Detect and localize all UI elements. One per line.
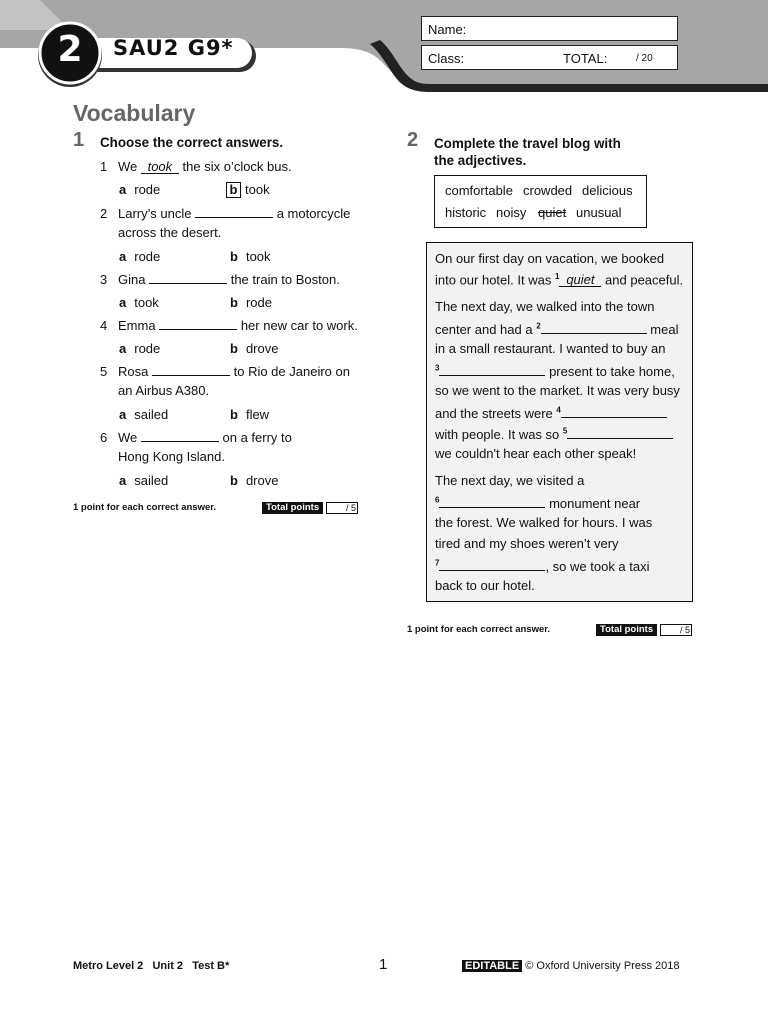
option-b[interactable]: b rode [230, 295, 272, 310]
question-text: a motorcycle [276, 206, 351, 221]
blog-blank-6[interactable] [439, 494, 545, 508]
question-text: Hong Kong Island. [118, 449, 225, 464]
option-b[interactable]: b took [230, 249, 271, 264]
question-text: Emma [118, 318, 156, 333]
blog-line: tired and my shoes weren’t very [435, 536, 619, 551]
answer-blank[interactable]: took [141, 160, 179, 174]
answer-blank[interactable] [159, 316, 237, 330]
word-item: crowded [523, 183, 573, 198]
blog-line: $^7$ , so we took a taxi [435, 558, 650, 574]
answer-blank[interactable] [141, 428, 219, 442]
total-label: TOTAL: [563, 51, 608, 66]
question-text: to Rio de Janeiro on [233, 364, 350, 379]
blog-blank-5[interactable] [567, 425, 673, 439]
question-text: the six o’clock bus. [182, 159, 292, 174]
question-text: Rosa [118, 364, 149, 379]
question-number: 5 [100, 364, 108, 379]
name-field[interactable] [421, 16, 678, 41]
option-a[interactable]: a took [119, 295, 159, 310]
blog-line: center and had a $^2$ meal [435, 321, 679, 337]
question-text: We [118, 430, 138, 445]
word-item: delicious [582, 183, 633, 198]
blog-blank-3[interactable] [439, 362, 545, 376]
question-text: the train to Boston. [230, 272, 340, 287]
blog-line: back to our hotel. [435, 578, 535, 593]
blog-blank-1[interactable]: quiet [559, 273, 601, 287]
scoring-note: 1 point for each correct answer. [73, 502, 217, 513]
scoring-note: 1 point for each correct answer. [407, 624, 551, 635]
section-title: Vocabulary [73, 100, 196, 126]
answer-blank[interactable] [149, 270, 227, 284]
exercise-1-instruction: Choose the correct answers. [100, 135, 284, 150]
class-field[interactable] [421, 45, 678, 70]
blog-line: the forest. We walked for hours. I was [435, 515, 653, 530]
option-a[interactable]: a rode [119, 249, 161, 264]
unit-number: 2 [57, 29, 83, 70]
blog-line: $^3$ present to take home, [435, 363, 675, 379]
option-a[interactable]: a sailed [119, 407, 169, 422]
travel-blog-box [426, 242, 693, 602]
total-points-label: Total points [262, 502, 323, 514]
blog-blank-4[interactable] [561, 404, 667, 418]
blog-blank-7[interactable] [439, 557, 545, 571]
footer-copyright [462, 960, 679, 972]
blog-line: The next day, we walked into the town [435, 299, 655, 314]
option-a[interactable]: a rode [119, 341, 161, 356]
word-item: historic [445, 205, 487, 220]
blog-line: so we went to the market. It was very busy [435, 383, 680, 398]
copyright-text: © Oxford University Press 2018 [525, 960, 680, 972]
question-number: 2 [100, 206, 108, 221]
selected-answer-box: b [226, 182, 241, 198]
question-number: 3 [100, 272, 108, 287]
question-number: 1 [100, 159, 108, 174]
exercise-2-number: 2 [407, 129, 419, 151]
class-label: Class: [428, 51, 465, 66]
option-a[interactable]: a sailed [119, 473, 169, 488]
question-text: across the desert. [118, 225, 222, 240]
total-points-box[interactable]: / 5 [326, 502, 358, 514]
page-number: 1 [379, 956, 388, 973]
option-b[interactable]: b drove [230, 473, 279, 488]
option-a[interactable]: a rode [119, 182, 161, 197]
question-text: Larry’s uncle [118, 206, 192, 221]
blog-line: $^6$ monument near [435, 495, 641, 511]
word-item-used: quiet [538, 205, 567, 220]
answer-blank[interactable] [152, 362, 230, 376]
blog-line: into our hotel. It was $^1$ quiet and peaceful. [435, 272, 684, 288]
word-item: unusual [576, 205, 622, 220]
exercise-1-number: 1 [73, 129, 85, 151]
test-title: SAU2 G9* [113, 36, 234, 60]
question-number: 6 [100, 430, 108, 445]
total-points-label: Total points [596, 624, 657, 636]
exercise-2-instruction: Complete the travel blog with the adjectives. [434, 136, 621, 168]
question-text: an Airbus A380. [118, 383, 210, 398]
option-b[interactable]: b drove [230, 341, 279, 356]
blog-line: The next day, we visited a [435, 473, 585, 488]
name-label: Name: [428, 22, 467, 37]
option-b[interactable]: b flew [230, 407, 270, 422]
option-b-selected[interactable]: b took [226, 182, 270, 198]
footer-course-info: Metro Level 2 Unit 2 Test B* [73, 960, 230, 972]
question-text: Gina [118, 272, 146, 287]
blog-line: in a small restaurant. I wanted to buy an [435, 341, 666, 356]
word-box [434, 175, 647, 228]
blog-line: with people. It was so $^5$ [435, 425, 673, 442]
question-number: 4 [100, 318, 108, 333]
editable-badge: EDITABLE [462, 960, 522, 972]
word-item: noisy [496, 205, 527, 220]
blog-line: On our first day on vacation, we booked [435, 251, 665, 266]
question-text: We [118, 159, 138, 174]
blog-line: and the streets were $^4$ [435, 404, 667, 421]
question-text: on a ferry to [222, 430, 292, 445]
total-score: / 20 [636, 53, 653, 64]
blog-blank-2[interactable] [541, 320, 647, 334]
answer-blank[interactable] [195, 204, 273, 218]
word-item: comfortable [445, 183, 513, 198]
total-points-box[interactable]: / 5 [660, 624, 692, 636]
blog-line: we couldn't hear each other speak! [435, 446, 637, 461]
question-text: her new car to work. [240, 318, 358, 333]
